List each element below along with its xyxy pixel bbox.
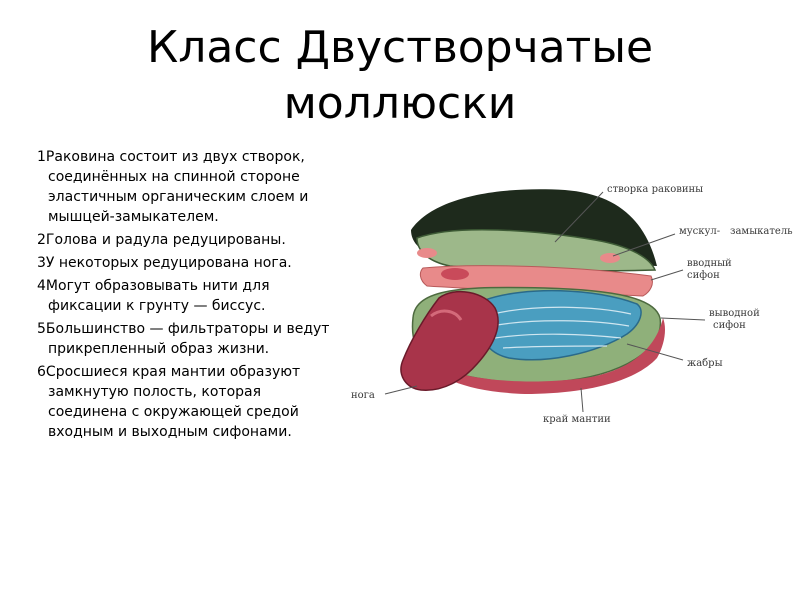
label-outlet-siphon-line-1: выводной <box>709 308 760 319</box>
list-item <box>37 147 337 227</box>
label-gills: жабры <box>687 358 723 369</box>
label-outlet-siphon-line-2: сифон <box>713 320 746 331</box>
adductor-muscle-left <box>417 248 437 258</box>
label-shell-valve: створка раковины <box>607 184 704 195</box>
label-mantle-edge: край мантии <box>543 414 611 425</box>
slide-title-line-1: Класс Двустворчатые <box>146 22 654 73</box>
list-item-number: 5 <box>37 321 46 337</box>
list-item-text: Голова и радула редуцированы. <box>45 232 286 248</box>
list-item <box>37 253 337 273</box>
list-item <box>37 362 337 442</box>
list-item-number: 1 <box>37 149 46 165</box>
list-item <box>37 276 337 316</box>
label-foot: нога <box>351 390 375 401</box>
list-item-number: 2 <box>37 232 46 248</box>
inner-muscle-spot <box>441 268 469 280</box>
mussel-anatomy-diagram <box>345 168 795 430</box>
list-item-number: 4 <box>37 278 46 294</box>
list-item <box>37 319 337 359</box>
list-item-text: Большинство — фильтраторы и ведут прикрепленный образ жизни. <box>45 321 330 357</box>
facts-list <box>37 147 337 445</box>
list-item-number: 6 <box>37 364 46 380</box>
list-item-number: 3 <box>37 255 46 271</box>
list-item <box>37 230 337 250</box>
list-item-text: Раковина состоит из двух створок, соединённых на спинной стороне эластичным органическим слоем и мышцей-замыкателем. <box>45 149 309 225</box>
label-inlet-siphon-line-1: вводный <box>687 258 732 269</box>
slide-title <box>60 20 740 132</box>
list-item-text: Сросшиеся края мантии образуют замкнутую полость, которая соединена с окружающей средой входным и выходным сифонами. <box>45 364 301 440</box>
slide-title-line-2: моллюски <box>283 78 517 129</box>
label-adductor-line-2: замыкатель <box>730 226 793 237</box>
list-item-text: У некоторых редуцирована нога. <box>45 255 292 271</box>
list-item-text: Могут образовывать нити для фиксации к грунту — биссус. <box>45 278 270 314</box>
label-inlet-siphon-line-2: сифон <box>687 270 720 281</box>
label-adductor-line-1: мускул- <box>679 226 721 237</box>
